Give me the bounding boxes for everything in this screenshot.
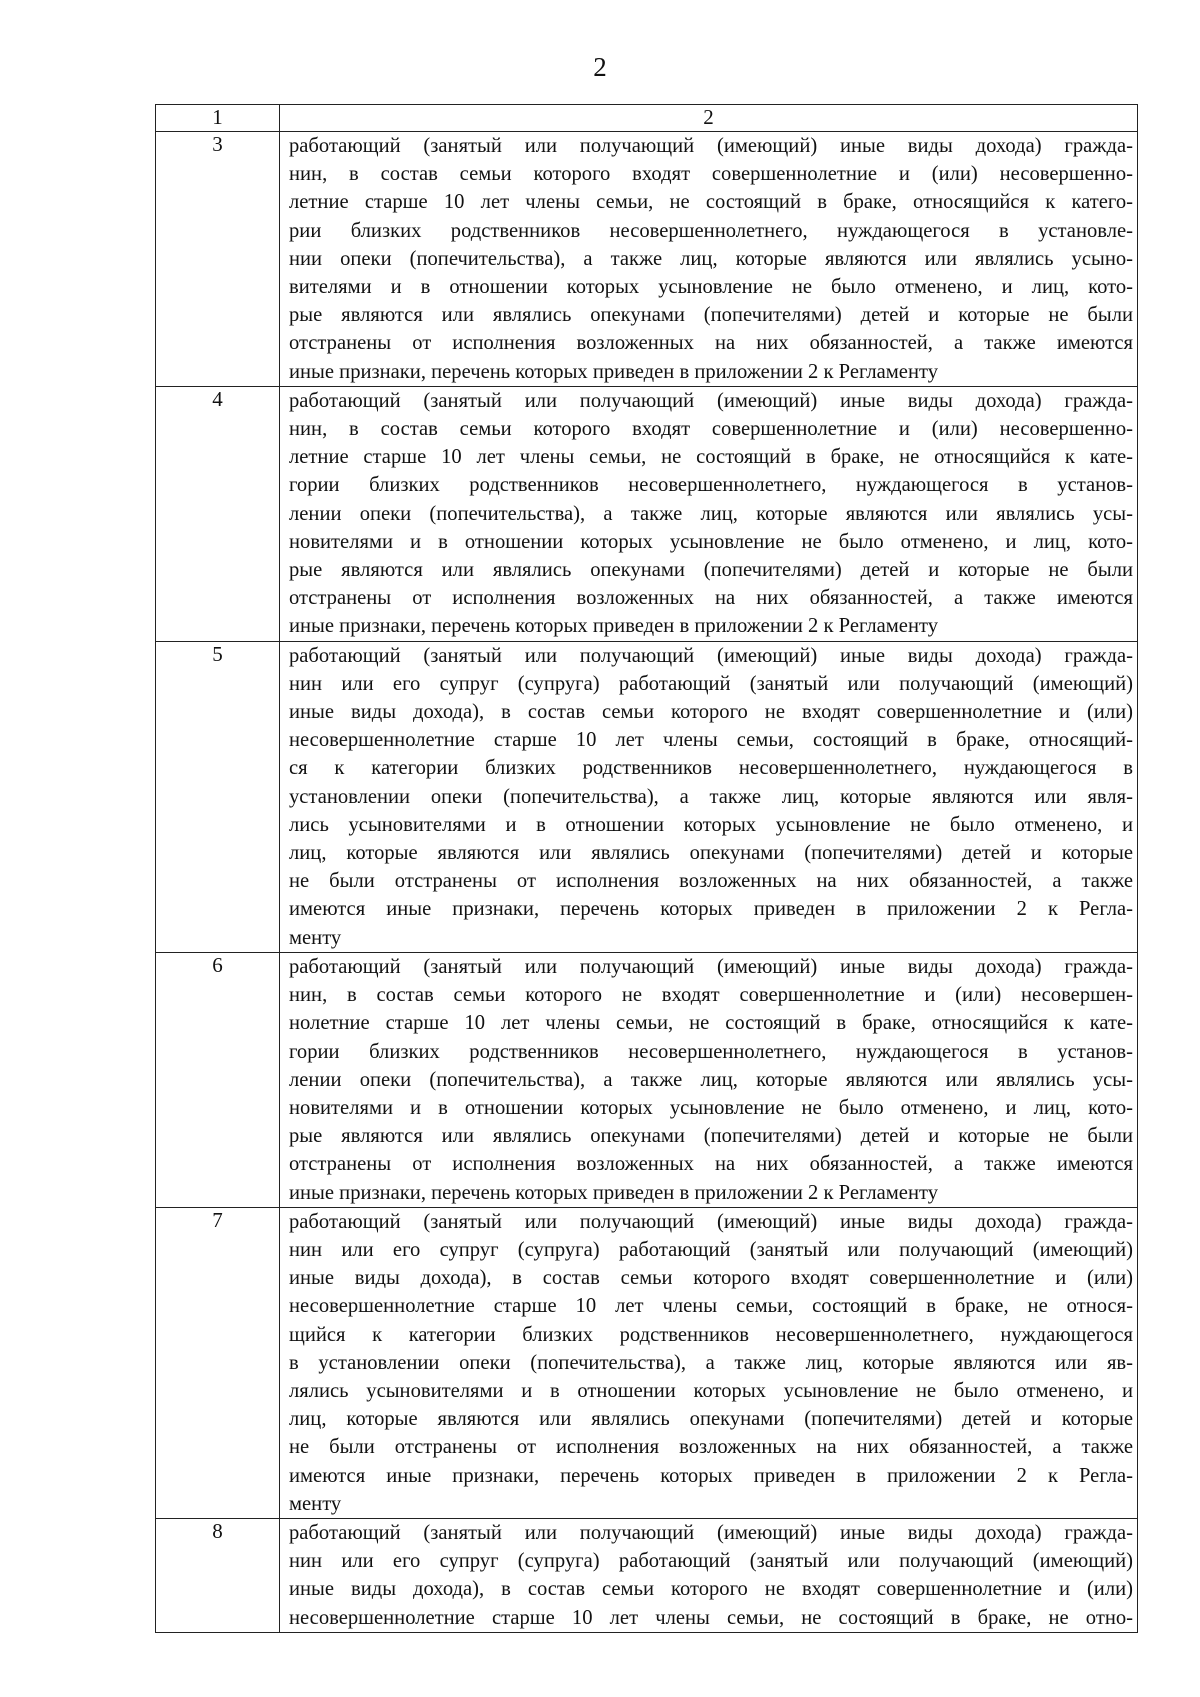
text-line: несовершеннолетние старше 10 лет члены семьи, не состоящий в браке, не отно- — [289, 1606, 1133, 1629]
row-text-cell — [280, 386, 1138, 641]
text-line: иные виды дохода), в состав семьи которого не входят совершеннолетние и (или) — [289, 1578, 1133, 1601]
header-cell-2: 2 — [280, 105, 1138, 132]
table-row — [156, 386, 1138, 641]
text-line: лении опеки (попечительства), а также лиц, которые являются или являлись усы- — [289, 1068, 1133, 1091]
text-line: новителями и в отношении которых усыновление не было отменено, и лиц, кото- — [289, 530, 1133, 553]
text-line: несовершеннолетние старше 10 лет члены семьи, состоящий в браке, не относя- — [289, 1295, 1133, 1318]
row-text-cell — [280, 952, 1138, 1207]
text-line: лиц, которые являются или являлись опекунами (попечителями) детей и которые — [289, 1408, 1133, 1431]
text-line: работающий (занятый или получающий (имеющий) иные виды дохода) гражда- — [289, 1521, 1133, 1544]
table-row — [156, 641, 1138, 952]
text-line: отстранены от исполнения возложенных на них обязанностей, а также имеются — [289, 332, 1133, 355]
row-number-cell: 8 — [156, 1518, 280, 1632]
table-header-row — [156, 105, 1138, 132]
text-line: иные признаки, перечень которых приведен в приложении 2 к Регламенту — [289, 1181, 938, 1204]
text-line: имеются иные признаки, перечень которых приведен в приложении 2 к Регла- — [289, 898, 1133, 921]
text-line: иные признаки, перечень которых приведен в приложении 2 к Регламенту — [289, 360, 938, 383]
text-line: щийся к категории близких родственников несовершеннолетнего, нуждающегося — [289, 1323, 1133, 1346]
row-number-cell: 7 — [156, 1207, 280, 1518]
text-line: нии опеки (попечительства), а также лиц, которые являются или являлись усыно- — [289, 247, 1133, 270]
text-line: в установлении опеки (попечительства), а также лиц, которые являются или яв- — [289, 1351, 1133, 1374]
text-line: лись усыновителями и в отношении которых усыновление не было отменено, и — [289, 813, 1133, 836]
table-body — [156, 105, 1138, 1633]
text-line: менту — [289, 926, 342, 949]
header-cell-1: 1 — [156, 105, 280, 132]
text-line: нин или его супруг (супруга) работающий (занятый или получающий (имеющий) — [289, 672, 1133, 695]
text-line: установлении опеки (попечительства), а также лиц, которые являются или явля- — [289, 785, 1133, 808]
text-line: менту — [289, 1492, 342, 1515]
text-line: нин, в состав семьи которого входят совершеннолетние и (или) несовершенно- — [289, 418, 1133, 441]
text-line: летние старше 10 лет члены семьи, не состоящий в браке, относящийся к катего- — [289, 191, 1133, 214]
text-line: работающий (занятый или получающий (имеющий) иные виды дохода) гражда- — [289, 644, 1133, 667]
criteria-table — [155, 104, 1138, 1633]
text-line: ся к категории близких родственников несовершеннолетнего, нуждающегося в — [289, 757, 1133, 780]
row-number-cell: 4 — [156, 386, 280, 641]
text-line: не были отстранены от исполнения возложенных на них обязанностей, а также — [289, 1436, 1133, 1459]
page-number: 2 — [593, 52, 607, 82]
row-text-cell — [280, 1518, 1138, 1632]
table-row — [156, 952, 1138, 1207]
text-line: имеются иные признаки, перечень которых приведен в приложении 2 к Регла- — [289, 1464, 1133, 1487]
text-line: нин, в состав семьи которого не входят совершеннолетние и (или) несовершен- — [289, 984, 1133, 1007]
text-line: лении опеки (попечительства), а также лиц, которые являются или являлись усы- — [289, 502, 1133, 525]
row-number-cell: 6 — [156, 952, 280, 1207]
text-line: новителями и в отношении которых усыновление не было отменено, и лиц, кото- — [289, 1096, 1133, 1119]
text-line: иные признаки, перечень которых приведен в приложении 2 к Регламенту — [289, 615, 938, 638]
text-line: работающий (занятый или получающий (имеющий) иные виды дохода) гражда- — [289, 389, 1133, 412]
text-line: несовершеннолетние старше 10 лет члены семьи, состоящий в браке, относящий- — [289, 729, 1133, 752]
table-row — [156, 132, 1138, 387]
text-line: работающий (занятый или получающий (имеющий) иные виды дохода) гражда- — [289, 135, 1133, 157]
text-line: лиц, которые являются или являлись опекунами (попечителями) детей и которые — [289, 842, 1133, 865]
row-text-cell — [280, 132, 1138, 387]
text-line: рые являются или являлись опекунами (попечителями) детей и которые не были — [289, 559, 1133, 582]
text-line: не были отстранены от исполнения возложенных на них обязанностей, а также — [289, 870, 1133, 893]
text-line: лялись усыновителями и в отношении которых усыновление не было отменено, и — [289, 1379, 1133, 1402]
text-line: нин, в состав семьи которого входят совершеннолетние и (или) несовершенно- — [289, 163, 1133, 186]
row-number-cell: 3 — [156, 132, 280, 387]
text-line: гории близких родственников несовершеннолетнего, нуждающегося в установ- — [289, 474, 1133, 497]
text-line: рые являются или являлись опекунами (попечителями) детей и которые не были — [289, 304, 1133, 327]
text-line: отстранены от исполнения возложенных на них обязанностей, а также имеются — [289, 1153, 1133, 1176]
text-line: отстранены от исполнения возложенных на них обязанностей, а также имеются — [289, 587, 1133, 610]
text-line: вителями и в отношении которых усыновление не было отменено, и лиц, кото- — [289, 276, 1133, 299]
text-line: иные виды дохода), в состав семьи которого не входят совершеннолетние и (или) — [289, 701, 1133, 724]
text-line: летние старше 10 лет члены семьи, не состоящий в браке, не относящийся к кате- — [289, 446, 1133, 469]
table-row — [156, 1207, 1138, 1518]
text-line: нолетние старше 10 лет члены семьи, не состоящий в браке, относящийся к кате- — [289, 1012, 1133, 1035]
row-text-cell — [280, 641, 1138, 952]
text-line: рые являются или являлись опекунами (попечителями) детей и которые не были — [289, 1125, 1133, 1148]
text-line: нин или его супруг (супруга) работающий (занятый или получающий (имеющий) — [289, 1238, 1133, 1261]
text-line: работающий (занятый или получающий (имеющий) иные виды дохода) гражда- — [289, 955, 1133, 978]
text-line: гории близких родственников несовершеннолетнего, нуждающегося в установ- — [289, 1040, 1133, 1063]
text-line: работающий (занятый или получающий (имеющий) иные виды дохода) гражда- — [289, 1210, 1133, 1233]
text-line: иные виды дохода), в состав семьи которого входят совершеннолетние и (или) — [289, 1267, 1133, 1290]
row-number-cell: 5 — [156, 641, 280, 952]
text-line: рии близких родственников несовершеннолетнего, нуждающегося в установле- — [289, 219, 1133, 242]
row-text-cell — [280, 1207, 1138, 1518]
table-row — [156, 1518, 1138, 1632]
text-line: нин или его супруг (супруга) работающий (занятый или получающий (имеющий) — [289, 1550, 1133, 1573]
